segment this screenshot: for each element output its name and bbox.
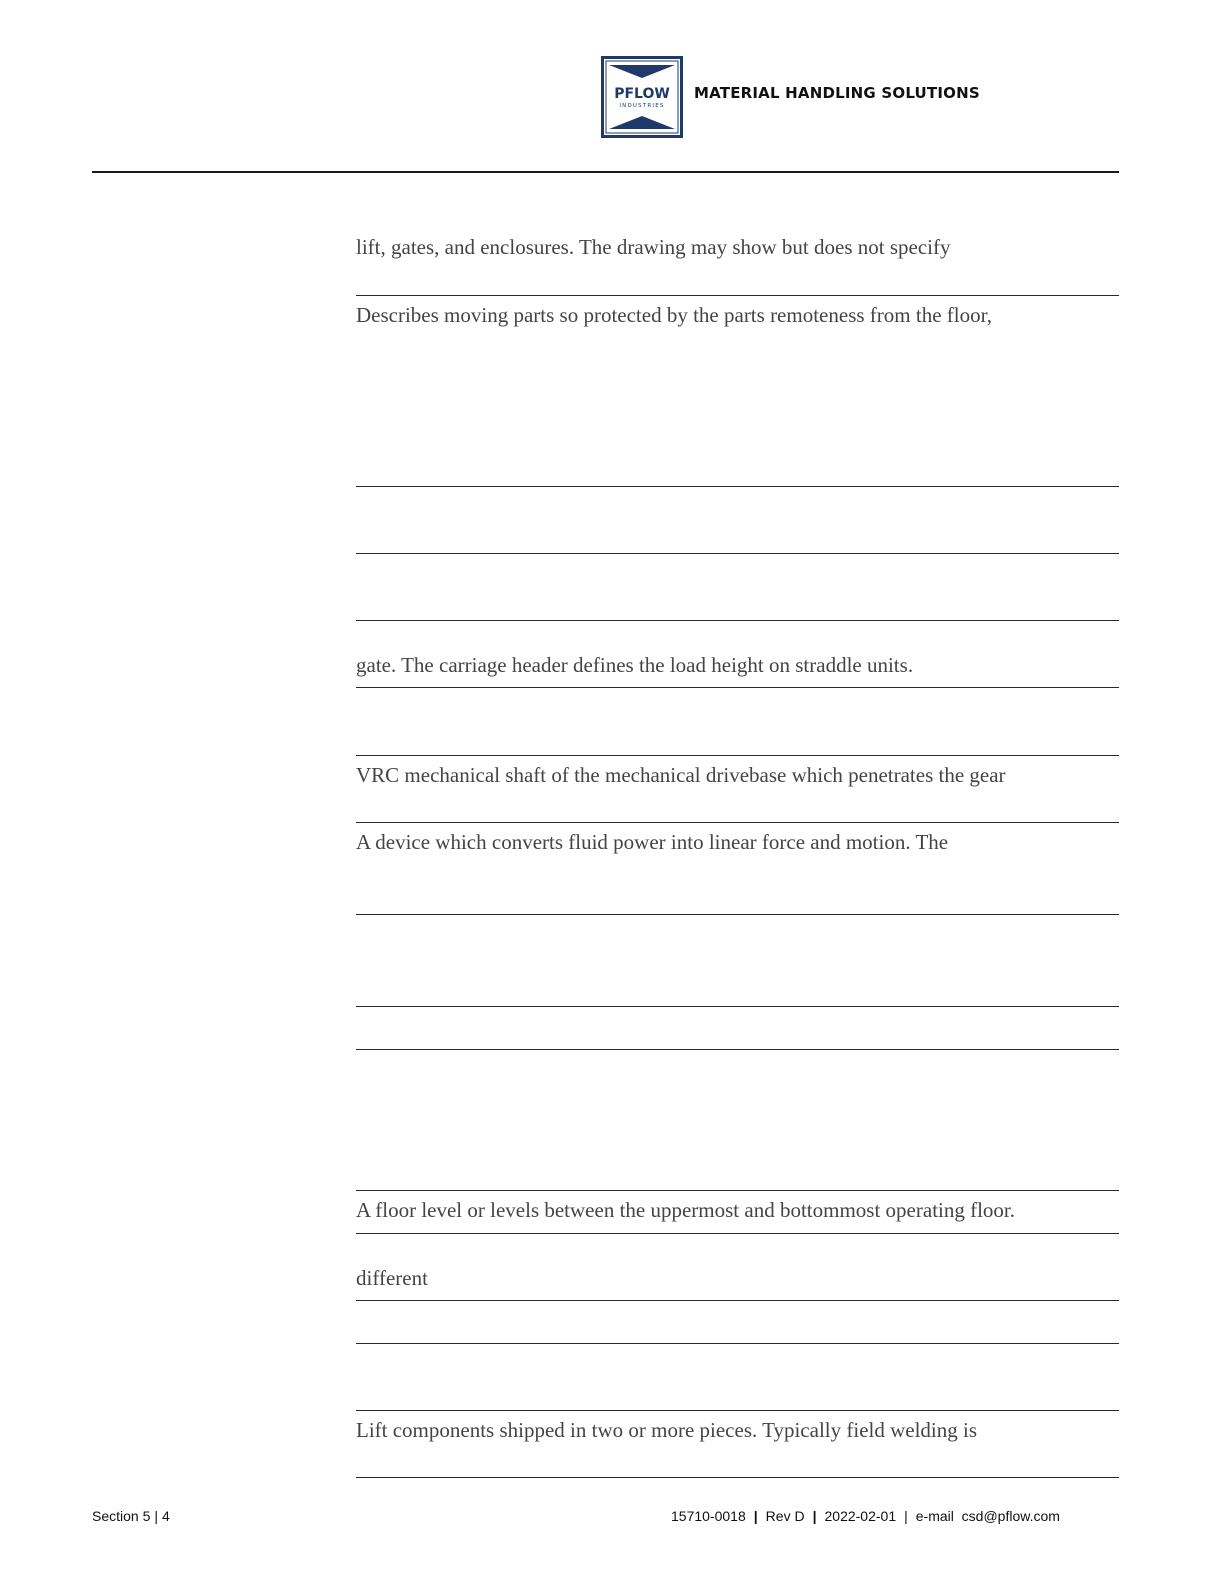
- footer-separator: |: [812, 1508, 817, 1524]
- body-line-1: lift, gates, and enclosures. The drawing may show but does not specify: [356, 235, 951, 259]
- footer-revision: Rev D: [765, 1508, 805, 1524]
- footer-email-label: e-mail: [915, 1508, 954, 1524]
- rule: [356, 822, 1119, 823]
- body-line-2: Describes moving parts so protected by the parts remoteness from the floor,: [356, 303, 992, 327]
- body-line-8: Lift components shipped in two or more pieces. Typically field welding is: [356, 1418, 978, 1442]
- rule: [356, 1410, 1119, 1411]
- footer-doc-info: [671, 1508, 1060, 1524]
- body-line-7: different: [356, 1266, 428, 1290]
- footer-separator: |: [753, 1508, 758, 1524]
- body-line-4: VRC mechanical shaft of the mechanical drivebase which penetrates the gear: [356, 763, 1006, 787]
- rule: [356, 1300, 1119, 1301]
- rule: [356, 553, 1119, 554]
- rule: [356, 295, 1119, 296]
- footer-section-label: Section 5: [92, 1508, 151, 1524]
- footer-separator: |: [154, 1508, 159, 1524]
- rule: [356, 1477, 1119, 1478]
- header-divider: [92, 171, 1119, 173]
- rule: [356, 1006, 1119, 1007]
- pflow-logo: [601, 56, 683, 138]
- rule: [356, 687, 1119, 688]
- logo-name: PFLOW: [614, 86, 670, 102]
- body-line-5: A device which converts fluid power into linear force and motion. The: [356, 830, 949, 854]
- rule: [356, 755, 1119, 756]
- rule: [356, 914, 1119, 915]
- rule: [356, 1049, 1119, 1050]
- rule: [356, 1233, 1119, 1234]
- footer-email-link[interactable]: csd@pflow.com: [961, 1508, 1060, 1524]
- logo-subtitle: INDUSTRIES: [619, 103, 665, 109]
- rule: [356, 486, 1119, 487]
- rule: [356, 1343, 1119, 1344]
- rule: [356, 1190, 1119, 1191]
- footer-separator: |: [904, 1508, 908, 1524]
- footer-page-number: 4: [162, 1508, 170, 1524]
- footer-section: [92, 1508, 170, 1524]
- body-line-3: gate. The carriage header defines the load height on straddle units.: [356, 653, 914, 677]
- footer-date: 2022-02-01: [824, 1508, 897, 1524]
- body-line-6: A floor level or levels between the uppermost and bottommost operating floor.: [356, 1198, 1016, 1222]
- header-tagline: MATERIAL HANDLING SOLUTIONS: [694, 84, 980, 102]
- footer-doc-number: 15710-0018: [671, 1508, 746, 1524]
- rule: [356, 620, 1119, 621]
